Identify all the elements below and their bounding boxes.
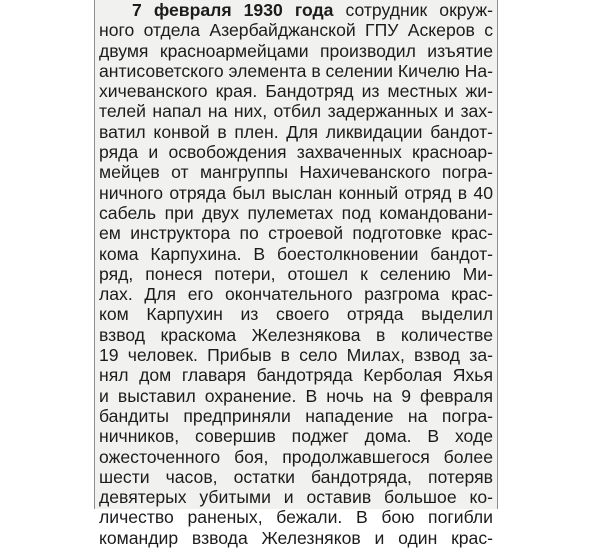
article-line: девятерых убитыми и оставив большое ко- [99,487,493,508]
newspaper-clipping [94,0,498,548]
article-text-column [99,0,493,548]
article-line: лах. Для его окончательного разгрома крас- [99,284,493,305]
article-line: ного отдела Азербайджанской ГПУ Аскеров с [99,20,493,41]
article-line [99,0,493,20]
article-line: телей напал на них, отбил задержанных и зах- [99,101,493,122]
article-line: нял дом главаря бандотряда Керболая Яхья [99,365,493,386]
article-line: мейцев от мангруппы Нахичеванского погра- [99,162,493,183]
article-line: хичеванского края. Бандотряд из местных жи- [99,81,493,102]
article-line: ожесточенного боя, продолжавшегося более [99,446,493,467]
article-line: взвод краскома Железнякова в количестве [99,324,493,345]
article-line: ряд, понеся потери, отошел к селению Ми- [99,263,493,284]
article-date-lead: 7 февраля 1930 года [132,0,334,20]
article-line: антисоветского элемента в селении Кичелю На- [99,60,494,81]
article-line: личество раненых, бежали. В бою погибли [99,507,493,528]
article-line: ком Карпухин из своего отряда выделил [99,304,493,325]
article-line: сабель при двух пулеметах под командовани- [99,202,493,223]
article-line: и выставил охранение. В ночь на 9 февраля [99,385,493,406]
article-line: ватил конвой в плен. Для ликвидации бандот- [99,121,493,142]
article-line: ничного отряда был выслан конный отряд в 40 [99,182,493,203]
article-line: командир взвода Железняков и один крас- [99,527,493,548]
article-line: ем инструктора по строевой подготовке крас- [99,223,493,244]
article-line: ряда и освобождения захваченных красноар- [99,142,493,163]
article-line: кома Карпухина. В боестолкновении бандот- [99,243,493,264]
article-line: двумя красноармейцами производил изъятие [99,40,493,61]
article-line-text: сотрудник окруж- [333,0,493,20]
article-line: бандиты предприняли нападение на погра- [99,405,493,426]
article-line: ничников, совершив поджег дома. В ходе [99,426,493,447]
article-line: 19 человек. Прибыв в село Милах, взвод за- [99,345,493,366]
article-line: шести часов, остатки бандотряда, потеряв [99,466,493,487]
